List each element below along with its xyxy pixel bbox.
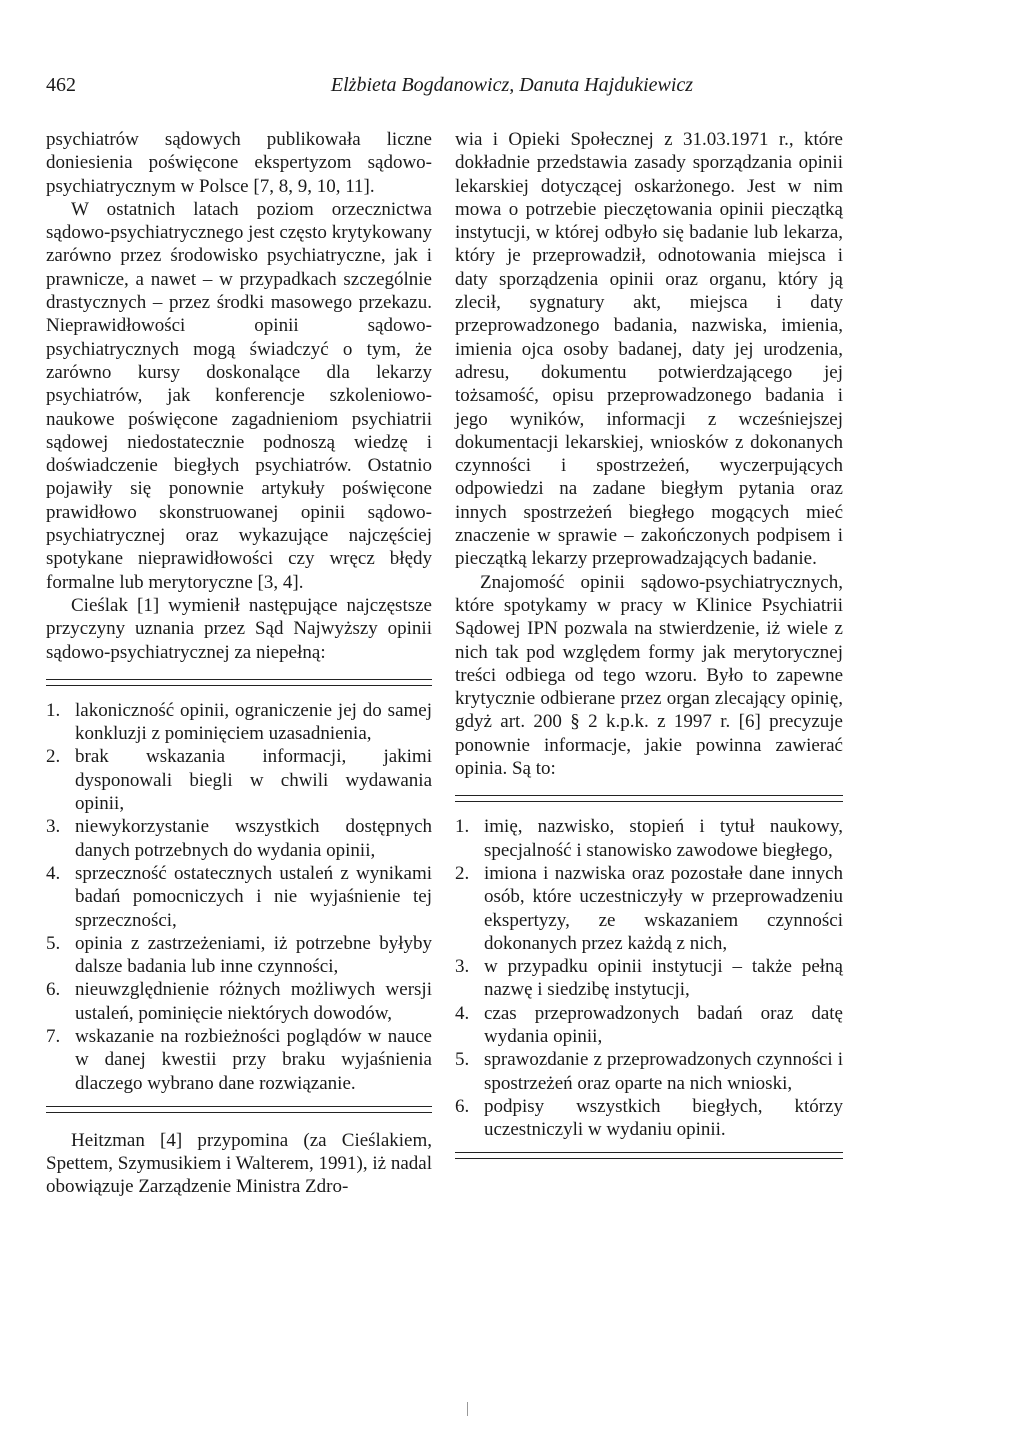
list-item-text: w przypadku opinii instytucji – także pełną nazwę i siedzibę instytucji,	[484, 956, 843, 1001]
list-item	[46, 862, 432, 932]
list-item	[46, 815, 432, 862]
list-item	[455, 862, 843, 955]
list-item	[46, 745, 432, 815]
list-item-text: lakoniczność opinii, ograniczenie jej do samej konkluzji z pominięciem uzasadnienia,	[75, 699, 432, 745]
page-header	[46, 74, 978, 104]
list-item-text: niewykorzystanie wszystkich dostępnych danych potrzebnych do wydania opinii,	[75, 816, 432, 861]
list-item-number: 3.	[455, 956, 470, 978]
list-top-rule	[455, 795, 843, 802]
list-bottom-rule	[455, 1152, 843, 1159]
right-paragraph-2: Znajomość opinii sądowo-psychiatrycznych, które spotykamy w pracy w Klinice Psychiatrii Sądowej IPN pozwala na stwierdzenie, iż wiele z nich tak pod względem formy jak merytorycznej treści odbiega od tego wzoru. Było to zapewne krytycznie odbierane przez organ zlecający opinię, gdyż art. 200 § 2 k.p.k. z 1997 r. [6] precyzuje ponownie informacje, jakie powinna zawierać opinia. Są to:	[455, 571, 843, 780]
right-paragraph-1: wia i Opieki Społecznej z 31.03.1971 r., które dokładnie przedstawia zasady sporządzania opinii lekarskiej dotyczącej oskarżonego. Jest w nim mowa o potrzebie pieczętowania opinii pieczątką instytucji, w której odbyło się badanie lub lekarza, który je przeprowadził, odnotowania miejsca i daty sporządzenia opinii oraz organu, który ją zlecił, sygnatury akt, miejsca i daty przeprowadzonego badania, nazwiska, imienia, imienia ojca osoby badanej, daty jej urodzenia, adresu, dokumentu potwierdzającego jej tożsamość, opisu przeprowadzonego badania i jego wyników, informacji z wcześniejszej dokumentacji lekarskiej, wniosków z dokonanych czynności i spostrzeżeń, wyczerpujących odpowiedzi na zadane biegłym pytania oraz innych spostrzeżeń biegłego mogących mieć znaczenie w sprawie – zakończonych podpisem i pieczątką lekarzy przeprowadzających badanie.	[455, 129, 843, 570]
list-item-text: podpisy wszystkich biegłych, którzy uczestniczyli w wydaniu opinii.	[484, 1095, 843, 1141]
list-item-text: opinia z zastrzeżeniami, iż potrzebne byłyby dalsze badania lub inne czynności,	[75, 932, 432, 978]
list-item-text: sprzeczność ostatecznych ustaleń z wynikami badań pomocniczych i nie wyjaśnienie tej sprzeczności,	[75, 862, 432, 931]
list-item-number: 5.	[455, 1049, 470, 1071]
list-item-number: 5.	[46, 932, 61, 954]
list-bottom-rule	[46, 1106, 432, 1113]
list-item-number: 2.	[46, 746, 61, 768]
list-item-number: 6.	[455, 1095, 470, 1117]
list-item	[455, 955, 843, 1002]
page-number: 462	[46, 74, 76, 96]
left-paragraph-4: Heitzman [4] przypomina (za Cieślakiem, Spettem, Szymusikiem i Walterem, 1991), iż nadal obowiązuje Zarządzenie Ministra Zdro-	[46, 1129, 432, 1198]
list-item-text: nieuwzględnienie różnych możliwych wersji ustaleń, pominięcie niektórych dowodów,	[75, 979, 432, 1024]
list-item-number: 4.	[455, 1002, 470, 1024]
list-item-number: 3.	[46, 816, 61, 838]
left-numbered-list	[46, 699, 432, 1095]
left-paragraph-1: psychiatrów sądowych publikowała liczne doniesienia poświęcone ekspertyzom sądowo-psychiatrycznym w Polsce [7, 8, 9, 10, 11].	[46, 129, 432, 197]
right-column	[455, 128, 843, 1159]
list-item-number: 4.	[46, 862, 61, 884]
list-item	[455, 1002, 843, 1049]
list-item-number: 1.	[455, 816, 470, 838]
scan-artifact-mark	[467, 1402, 468, 1416]
list-item	[46, 978, 432, 1025]
list-item-text: imiona i nazwiska oraz pozostałe dane innych osób, które uczestniczyły w przeprowadzeniu ekspertyzy, ze wskazaniem czynności dokonanych przez każdą z nich,	[484, 862, 843, 954]
list-item	[46, 699, 432, 746]
list-item-text: wskazanie na rozbieżności poglądów w nauce w danej kwestii przy braku wyjaśnienia dlaczego wybrano dane rozwiązanie.	[75, 1025, 432, 1094]
left-paragraph-2: W ostatnich latach poziom orzecznictwa sądowo-psychiatrycznego jest często krytykowany zarówno przez środowisko psychiatryczne, jak i prawnicze, a nawet – w przypadkach szczególnie drastycznych – przez środki masowego przekazu. Nieprawidłowości opinii sądowo-psychiatrycznych mogą świadczyć o tym, że zarówno kursy doskonalące dla lekarzy psychiatrów, jak konferencje szkoleniowo-naukowe poświęcone zagadnieniom psychiatrii sądowej niedostatecznie podnoszą wiedzę i doświadczenie biegłych psychiatrów. Ostatnio pojawiły się ponownie artykuły poświęcone prawidłowo skonstruowanej opinii sądowo-psychiatrycznej oraz wykazujące najczęściej spotykane nieprawidłowości czy wręcz błędy formalne lub merytoryczne [3, 4].	[46, 198, 432, 593]
list-item	[455, 1048, 843, 1095]
left-paragraph-3: Cieślak [1] wymienił następujące najczęstsze przyczyny uznania przez Sąd Najwyższy opinii sądowo-psychiatrycznej za niepełną:	[46, 594, 432, 663]
list-item-number: 6.	[46, 979, 61, 1001]
list-item-text: czas przeprowadzonych badań oraz datę wydania opinii,	[484, 1002, 843, 1047]
left-column	[46, 128, 432, 1199]
list-item	[455, 815, 843, 862]
list-item	[46, 932, 432, 979]
list-item-text: imię, nazwisko, stopień i tytuł naukowy, specjalność i stanowisko zawodowe biegłego,	[484, 816, 843, 861]
list-item	[455, 1095, 843, 1142]
list-item-number: 2.	[455, 862, 470, 884]
running-head-authors: Elżbieta Bogdanowicz, Danuta Hajdukiewicz	[330, 74, 694, 96]
list-item-text: sprawozdanie z przeprowadzonych czynności i spostrzeżeń oraz oparte na nich wnioski,	[484, 1049, 843, 1094]
list-item-number: 1.	[46, 699, 61, 721]
list-item	[46, 1025, 432, 1095]
list-item-number: 7.	[46, 1025, 61, 1047]
right-numbered-list	[455, 815, 843, 1141]
list-item-text: brak wskazania informacji, jakimi dysponowali biegli w chwili wydawania opinii,	[75, 746, 432, 815]
list-top-rule	[46, 679, 432, 686]
